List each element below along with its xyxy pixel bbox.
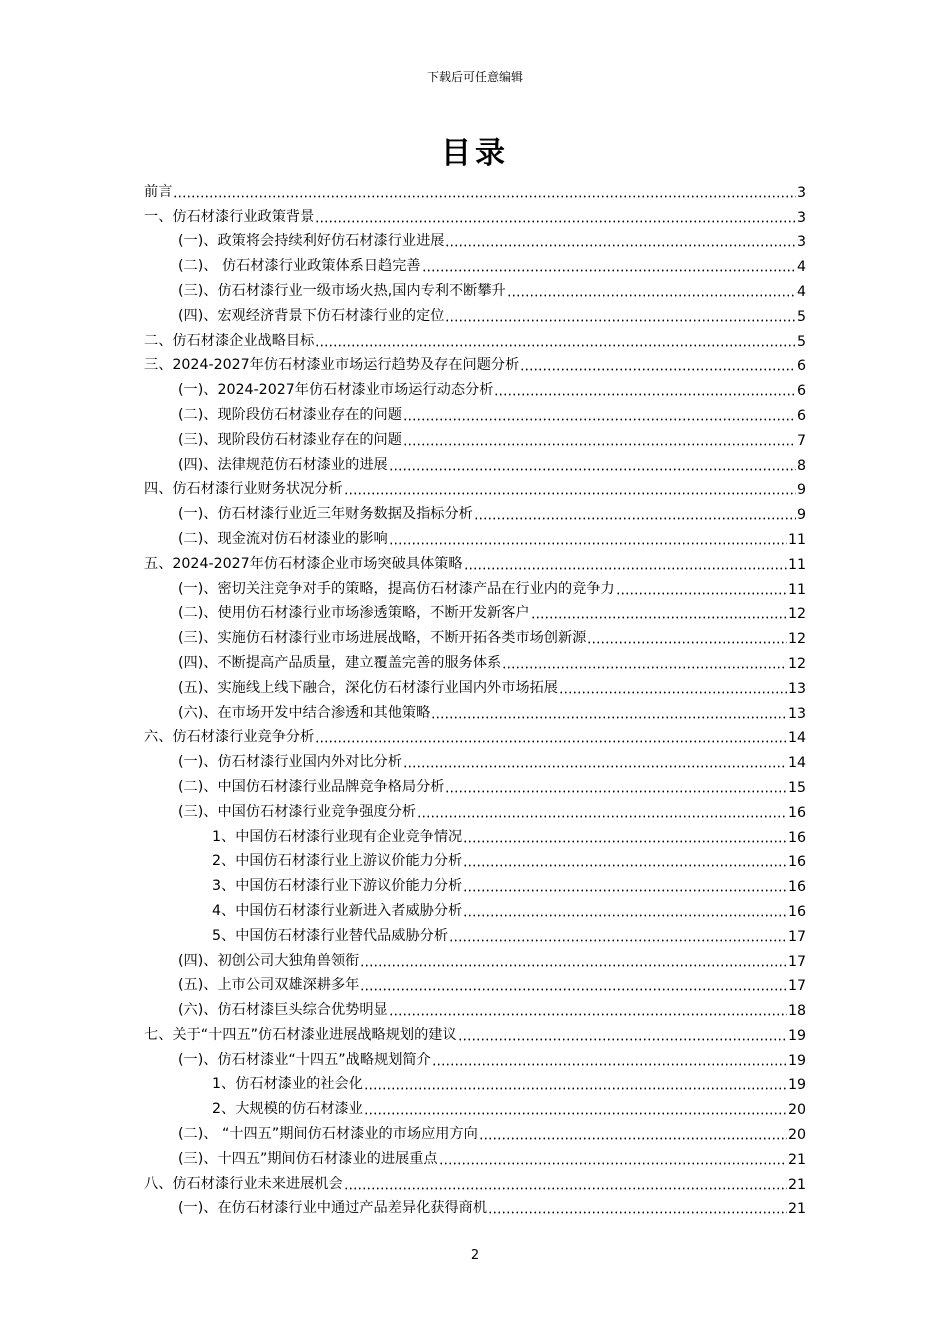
toc-entry-page: 9 [796,482,806,499]
toc-entry-title: (四)、初创公司大独角兽领衔 [178,952,360,969]
toc-entry-title: (三)、中国仿石材漆行业竞争强度分析 [178,803,417,820]
toc-entry-title: (一)、仿石材漆业“十四五”战略规划简介 [178,1051,431,1068]
toc-entry[interactable] [144,870,806,895]
toc-entry[interactable] [144,697,806,722]
toc-entry-page: 17 [787,928,806,945]
toc-entry-page: 16 [787,804,806,821]
toc-entry-page: 5 [796,333,806,350]
toc-dot-leader [531,604,787,622]
toc-entry-title: (六)、仿石材漆巨头综合优势明显 [178,1002,388,1019]
toc-dot-leader [173,183,796,201]
toc-dot-leader [520,356,796,374]
toc-entry-page: 16 [787,829,806,846]
toc-entry[interactable] [144,201,806,226]
toc-entry-page: 15 [787,779,806,796]
toc-entry[interactable] [144,746,806,771]
toc-entry[interactable] [144,424,806,449]
page-number: 2 [470,1248,480,1263]
toc-entry-title: (二)、中国仿石材漆行业品牌竞争格局分析 [178,778,445,795]
toc-dot-leader [432,1051,787,1069]
toc-entry-title: (三)、现阶段仿石材漆业存在的问题 [178,431,402,448]
toc-entry-title: 1、中国仿石材漆行业现有企业竞争情况 [212,828,463,845]
toc-dot-leader [616,580,787,598]
toc-entry[interactable] [144,796,806,821]
toc-entry[interactable] [144,548,806,573]
toc-entry-page: 12 [787,631,806,648]
toc-entry-page: 6 [796,383,806,400]
toc-dot-leader [439,1150,787,1168]
toc-entry-page: 6 [796,358,806,375]
toc-entry[interactable] [144,647,806,672]
toc-entry[interactable] [144,771,806,796]
toc-entry-title: (五)、上市公司双雄深耕多年 [178,977,360,994]
toc-dot-leader [315,728,787,746]
toc-entry-title: (六)、在市场开发中结合渗透和其他策略 [178,704,431,721]
toc-entry-page: 8 [796,457,806,474]
toc-dot-leader [360,952,787,970]
toc-dot-leader [463,877,787,895]
toc-entry-title: (一)、仿石材漆行业国内外对比分析 [178,754,402,771]
toc-entry-title: 1、仿石材漆业的社会化 [212,1076,363,1093]
toc-dot-leader [403,431,796,449]
toc-dot-leader [417,803,787,821]
toc-dot-leader [463,902,787,920]
toc-entry-page: 4 [796,283,806,300]
toc-entry-title: (四)、宏观经济背景下仿石材漆行业的定位 [178,307,445,324]
toc-dot-leader [403,753,787,771]
toc-dot-leader [445,307,796,325]
toc-dot-leader [507,282,796,300]
toc-dot-leader [445,778,786,796]
toc-entry-title: 四、仿石材漆行业财务状况分析 [144,481,343,498]
toc-entry[interactable] [144,945,806,970]
toc-entry-title: 2、大规模的仿石材漆业 [212,1101,363,1118]
toc-entry-page: 5 [796,308,806,325]
toc-entry-title: 二、仿石材漆企业战略目标 [144,332,315,349]
toc-entry-page: 3 [796,209,806,226]
toc-dot-leader [315,208,796,226]
toc-entry[interactable] [144,821,806,846]
toc-dot-leader [422,257,796,275]
toc-entry-page: 16 [787,879,806,896]
toc-entry[interactable] [144,250,806,275]
toc-entry-page: 12 [787,655,806,672]
toc-entry-page: 16 [787,903,806,920]
toc-entry[interactable] [144,300,806,325]
toc-entry-title: (一)、仿石材漆行业近三年财务数据及指标分析 [178,506,473,523]
toc-entry-title: (二)、现阶段仿石材漆业存在的问题 [178,406,402,423]
toc-entry[interactable] [144,1044,806,1069]
toc-entry[interactable] [144,374,806,399]
toc-entry-title: 六、仿石材漆行业竞争分析 [144,729,315,746]
toc-dot-leader [464,555,787,573]
toc-dot-leader [403,406,796,424]
toc-entry-title: (四)、法律规范仿石材漆业的进展 [178,456,388,473]
toc-entry[interactable] [144,498,806,523]
toc-entry-title: (四)、不断提高产品质量，建立覆盖完善的服务体系 [178,654,502,671]
toc-entry[interactable] [144,474,806,499]
toc-entry-page: 21 [787,1151,806,1168]
toc-entry-page: 13 [787,680,806,697]
toc-dot-leader [463,852,787,870]
toc-entry-title: (二)、 “十四五”期间仿石材漆业的市场应用方向 [178,1126,478,1143]
toc-entry[interactable] [144,1019,806,1044]
toc-entry-title: (三)、十四五”期间仿石材漆业的进展重点 [178,1150,438,1167]
toc-entry-page: 17 [787,978,806,995]
toc-entry-page: 9 [796,507,806,524]
toc-dot-leader [458,1026,787,1044]
toc-entry-title: (一)、2024-2027年仿石材漆业市场运行动态分析 [178,382,494,399]
toc-entry-page: 18 [787,1003,806,1020]
toc-entry-page: 19 [787,1052,806,1069]
toc-dot-leader [364,1075,787,1093]
toc-entry-page: 11 [787,581,806,598]
toc-dot-leader [488,1199,787,1217]
toc-entry[interactable] [144,994,806,1019]
toc-entry-title: (三)、仿石材漆行业一级市场火热,国内专利不断攀升 [178,282,506,299]
toc-entry-page: 13 [787,705,806,722]
toc-entry-page: 12 [787,606,806,623]
toc-entry-page: 6 [796,407,806,424]
page-header: 下载后可任意编辑 [426,70,523,84]
toc-entry-title: 4、中国仿石材漆行业新进入者威胁分析 [212,902,463,919]
toc-entry-page: 16 [787,854,806,871]
toc-entry[interactable] [144,1093,806,1118]
toc-dot-leader [431,704,787,722]
toc-entry[interactable] [144,598,806,623]
toc-dot-leader [389,1001,787,1019]
toc-dot-leader [474,505,796,523]
toc-dot-leader [445,232,796,250]
toc-entry-page: 21 [787,1176,806,1193]
toc-dot-leader [587,629,787,647]
toc-entry[interactable] [144,176,806,201]
toc-entry-title: (三)、实施仿石材漆行业市场进展战略，不断开拓各类市场创新源 [178,630,587,647]
toc-entry-page: 4 [796,259,806,276]
toc-dot-leader [389,456,796,474]
toc-dot-leader [344,1175,787,1193]
toc-entry[interactable] [144,1069,806,1094]
toc-entry[interactable] [144,1168,806,1193]
toc-entry[interactable] [144,573,806,598]
toc-entry-title: 一、仿石材漆行业政策背景 [144,208,315,225]
toc-entry-page: 19 [787,1077,806,1094]
toc-entry-title: (一)、在仿石材漆行业中通过产品差异化获得商机 [178,1200,488,1217]
toc-entry-page: 17 [787,953,806,970]
toc-entry-page: 20 [787,1102,806,1119]
toc-entry-title: (五)、实施线上线下融合，深化仿石材漆行业国内外市场拓展 [178,679,558,696]
toc-dot-leader [463,828,787,846]
toc-entry-page: 19 [787,1027,806,1044]
toc-entry[interactable] [144,523,806,548]
toc-dot-leader [364,1100,787,1118]
toc-entry[interactable] [144,1193,806,1218]
toc-entry-page: 20 [787,1127,806,1144]
toc-entry-title: (二)、现金流对仿石材漆业的影响 [178,530,388,547]
toc-entry-title: (一)、密切关注竞争对手的策略，提高仿石材漆产品在行业内的竞争力 [178,580,615,597]
toc-entry-title: 前言 [144,183,173,200]
toc-entry-page: 3 [796,234,806,251]
toc-entry[interactable] [144,449,806,474]
toc-entry[interactable] [144,672,806,697]
toc-entry[interactable] [144,226,806,251]
toc-entry-page: 14 [787,730,806,747]
toc-entry-page: 7 [796,432,806,449]
toc-entry-page: 14 [787,755,806,772]
toc-entry[interactable] [144,275,806,300]
toc-dot-leader [449,927,787,945]
toc-dot-leader [502,654,787,672]
toc-entry-title: (二)、使用仿石材漆行业市场渗透策略，不断开发新客户 [178,605,530,622]
toc-entry[interactable] [144,920,806,945]
toc-dot-leader [315,332,796,350]
toc-entry-title: (二)、 仿石材漆行业政策体系日趋完善 [178,258,421,275]
table-of-contents [144,176,806,1217]
toc-entry-title: (一)、政策将会持续利好仿石材漆行业进展 [178,233,445,250]
toc-entry-title: 5、中国仿石材漆行业替代品威胁分析 [212,927,449,944]
toc-entry-title: 3、中国仿石材漆行业下游议价能力分析 [212,878,463,895]
toc-entry[interactable] [144,1143,806,1168]
toc-entry-title: 五、2024-2027年仿石材漆企业市场突破具体策略 [144,555,463,572]
toc-entry[interactable] [144,399,806,424]
toc-entry[interactable] [144,622,806,647]
toc-entry[interactable] [144,350,806,375]
toc-dot-leader [479,1125,787,1143]
toc-entry-title: 2、中国仿石材漆行业上游议价能力分析 [212,853,463,870]
toc-title: 目录 [441,136,509,171]
toc-entry-title: 八、仿石材漆行业未来进展机会 [144,1175,343,1192]
toc-dot-leader [559,679,787,697]
toc-entry-page: 11 [787,556,806,573]
toc-entry-page: 3 [796,184,806,201]
toc-entry[interactable] [144,846,806,871]
toc-entry-page: 11 [787,531,806,548]
toc-entry[interactable] [144,1118,806,1143]
toc-dot-leader [360,976,787,994]
toc-entry[interactable] [144,325,806,350]
toc-entry-page: 21 [787,1201,806,1218]
toc-dot-leader [344,480,796,498]
toc-dot-leader [494,381,796,399]
toc-entry[interactable] [144,970,806,995]
toc-dot-leader [389,530,787,548]
toc-entry-title: 七、关于“十四五”仿石材漆业进展战略规划的建议 [144,1026,457,1043]
toc-entry[interactable] [144,722,806,747]
toc-entry[interactable] [144,895,806,920]
toc-entry-title: 三、2024-2027年仿石材漆业市场运行趋势及存在问题分析 [144,357,520,374]
